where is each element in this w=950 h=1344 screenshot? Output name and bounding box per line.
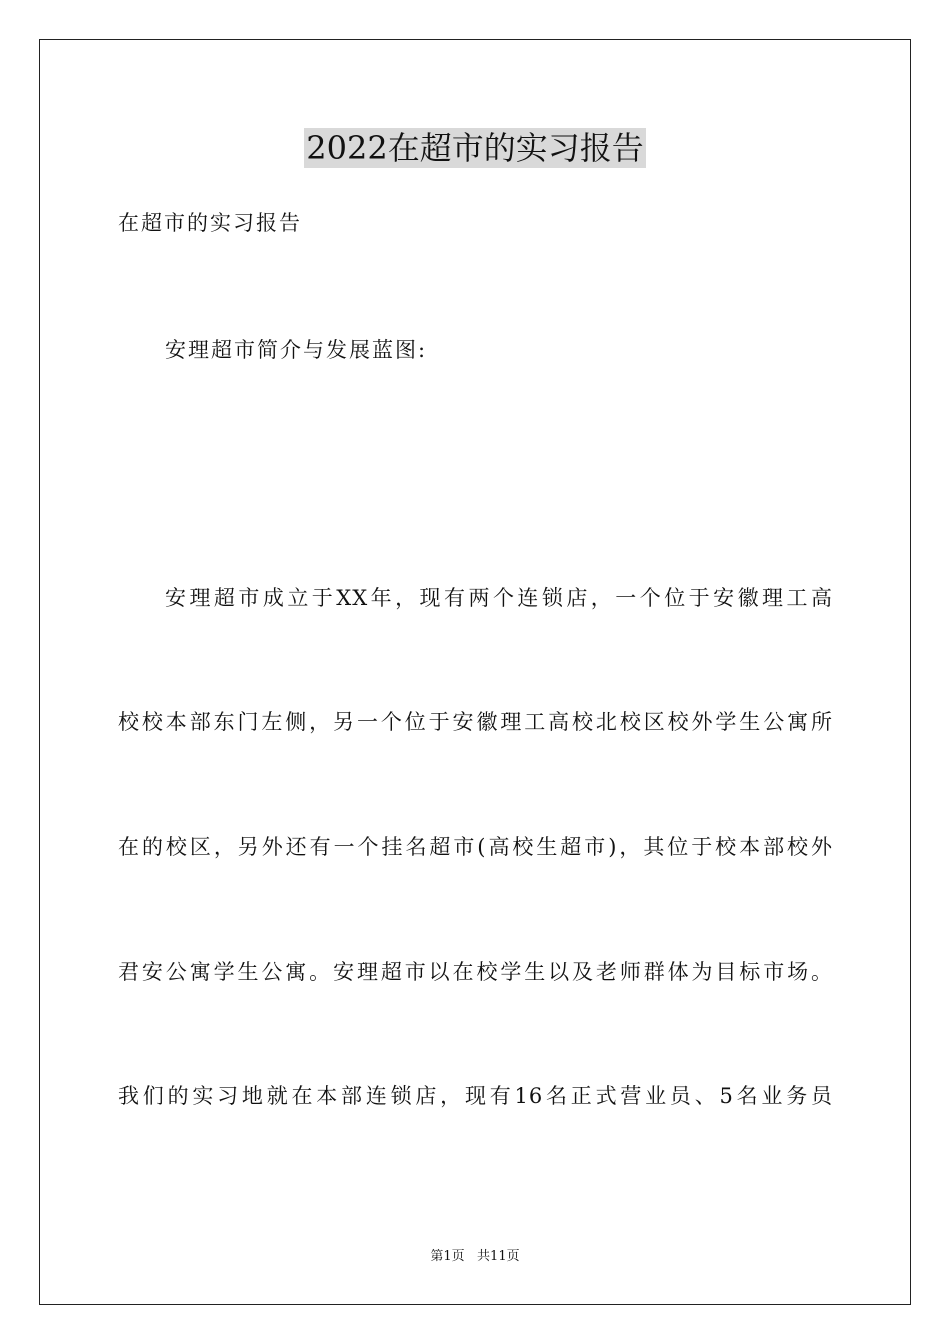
paragraph-line: 在的校区，另外还有一个挂名超市(高校生超市)，其位于校本部校外 [118, 835, 833, 859]
paragraph-line: 校校本部东门左侧，另一个位于安徽理工高校北校区校外学生公寓所 [118, 710, 833, 734]
document-title: 2022在超市的实习报告 [306, 129, 644, 167]
document-subtitle: 在超市的实习报告 [118, 211, 302, 235]
paragraph-line: 安理超市成立于XX年，现有两个连锁店，一个位于安徽理工高 [165, 586, 833, 610]
title-container [0, 128, 950, 168]
section-heading: 安理超市简介与发展蓝图: [165, 338, 428, 362]
page-footer: 第1页 共11页 [430, 1249, 520, 1264]
paragraph-line: 我们的实习地就在本部连锁店，现有16名正式营业员、5名业务员 [118, 1084, 833, 1108]
paragraph-line: 君安公寓学生公寓。安理超市以在校学生以及老师群体为目标市场。 [118, 960, 833, 984]
